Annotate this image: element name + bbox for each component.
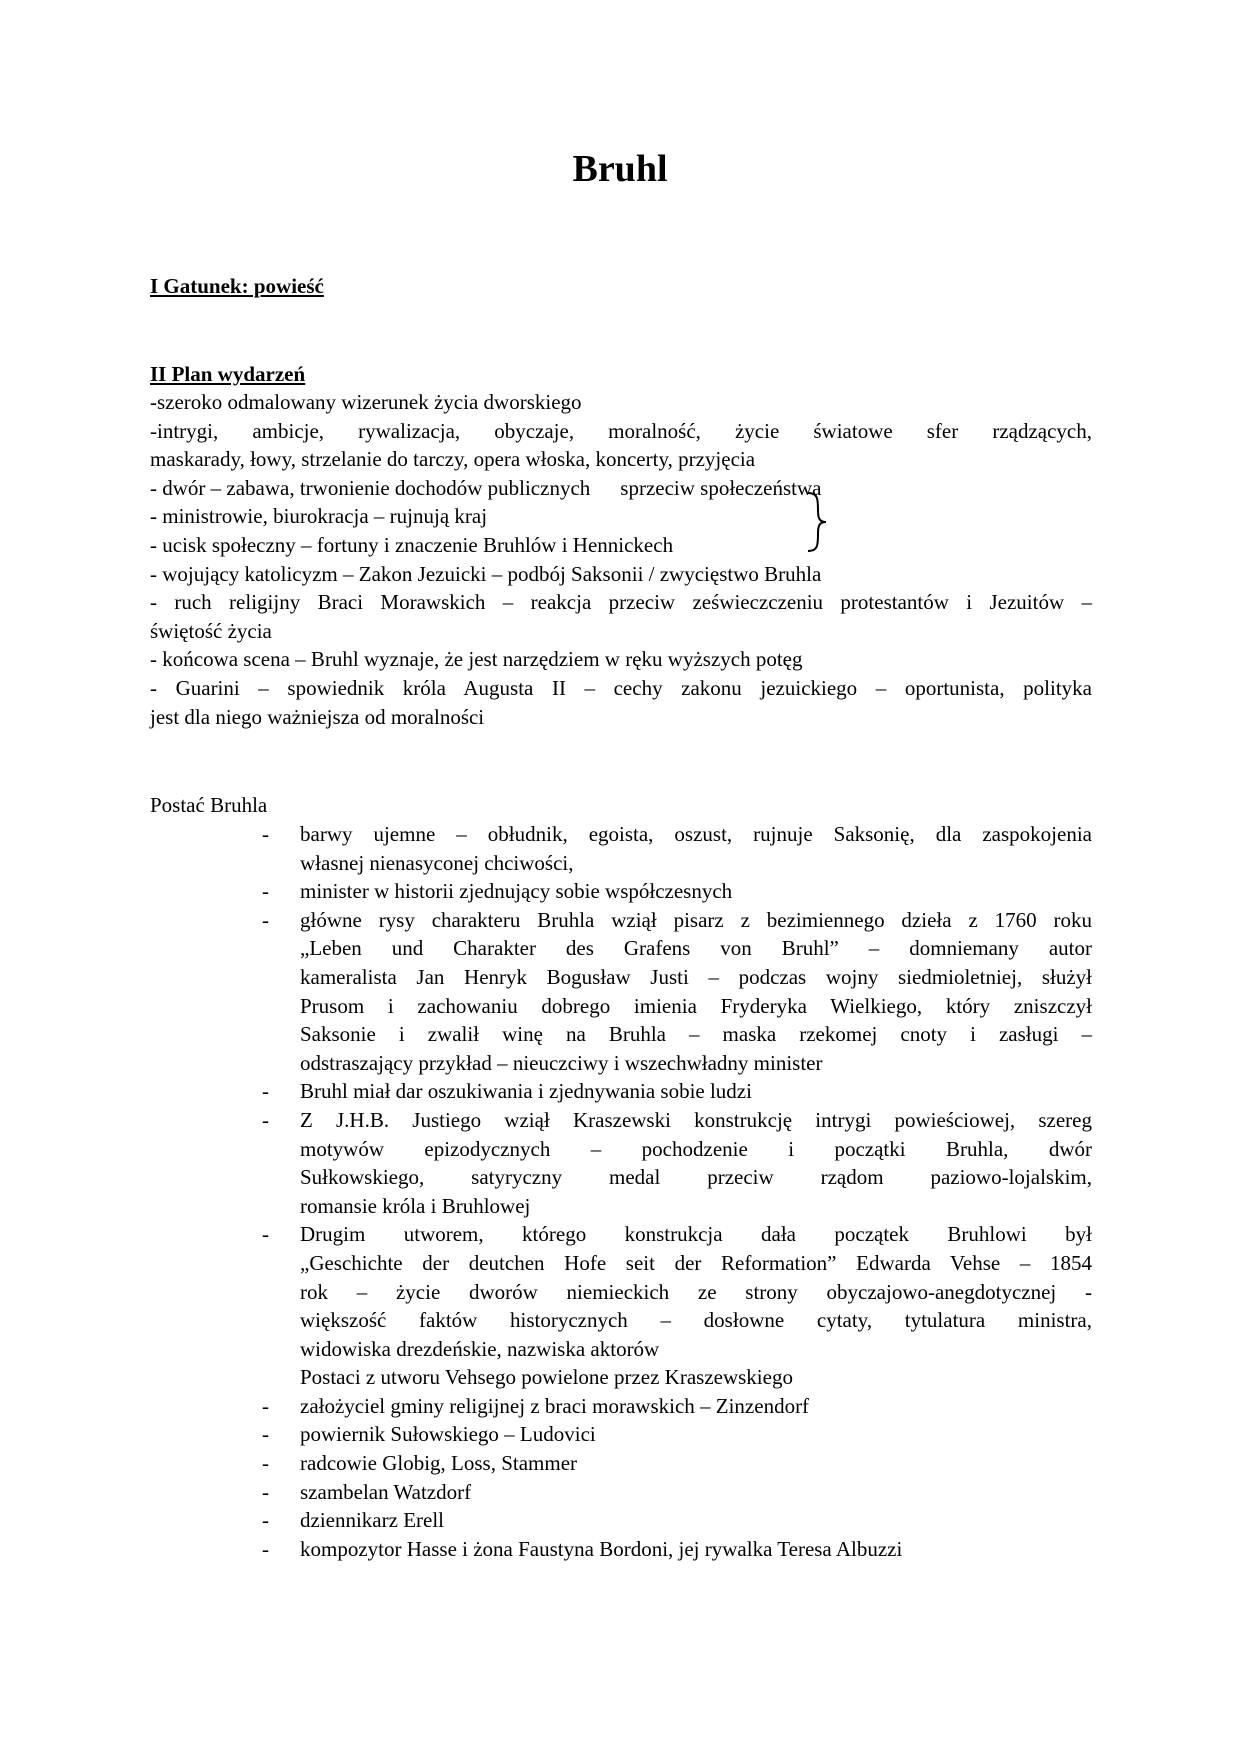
list-item	[150, 820, 1092, 877]
plan-line: maskarady, łowy, strzelanie do tarczy, opera włoska, koncerty, przyjęcia	[150, 447, 756, 472]
bullet-dash: -	[262, 1393, 269, 1418]
bullet-dash: -	[262, 1422, 269, 1447]
list-item-line: romansie króla i Bruhlowej	[300, 1193, 531, 1218]
character-item	[150, 1392, 1092, 1421]
list-item	[150, 877, 1092, 906]
plan-line: - Guarini – spowiednik króla Augusta II – cechy zakonu jezuickiego – oportunista, polityka	[150, 675, 1092, 700]
plan-line: - ucisk społeczny – fortuny i znaczenie Bruhlów i Hennickech	[150, 532, 674, 557]
bullet-dash: -	[262, 879, 269, 904]
plan-line-with-note	[150, 474, 1092, 503]
character-line: powiernik Sułowskiego – Ludovici	[300, 1422, 596, 1447]
character-line: kompozytor Hasse i żona Faustyna Bordoni, jej rywalka Teresa Albuzzi	[300, 1536, 903, 1561]
plan-line: - wojujący katolicyzm – Zakon Jezuicki – podbój Saksonii / zwycięstwo Bruhla	[150, 561, 822, 586]
plan-line: - ministrowie, biurokracja – rujnują kraj	[150, 504, 488, 529]
bullet-dash: -	[262, 1222, 269, 1247]
bullet-dash: -	[262, 1451, 269, 1476]
plan-wydarzen-text	[150, 388, 1092, 731]
list-item-line: barwy ujemne – obłudnik, egoista, oszust, rujnuje Saksonię, dla zaspokojenia	[300, 822, 1092, 846]
list-item-line: Sułkowskiego, satyryczny medal przeciw rządom paziowo-lojalskim,	[300, 1165, 1092, 1190]
heading-plan-wydarzen: II Plan wydarzeń	[150, 362, 306, 386]
character-item	[150, 1535, 1092, 1564]
heading-postac-bruhla: Postać Bruhla	[150, 793, 268, 817]
list-item-line: większość faktów historycznych – dosłowne cytaty, tytulatura ministra,	[300, 1308, 1092, 1333]
list-item-line: odstraszający przykład – nieuczciwy i wszechwładny minister	[300, 1050, 823, 1075]
character-line: założyciel gminy religijnej z braci morawskich – Zinzendorf	[300, 1393, 810, 1418]
character-item	[150, 1449, 1092, 1478]
character-line: dziennikarz Erell	[300, 1508, 445, 1533]
vehse-note: Postaci z utworu Vehsego powielone przez Kraszewskiego	[300, 1365, 793, 1390]
list-item-line: rok – życie dworów niemieckich ze strony obyczajowo-anegdotycznej -	[300, 1279, 1092, 1304]
postac-bruhla-list	[150, 820, 1092, 1563]
list-item-line: własnej nienasyconej chciwości,	[300, 850, 574, 875]
bullet-dash: -	[262, 1508, 269, 1533]
list-item-line: „Leben und Charakter des Grafens von Bruhl” – domniemany autor	[300, 936, 1092, 961]
list-item	[150, 1077, 1092, 1106]
bullet-dash: -	[262, 1107, 269, 1132]
plan-line: świętość życia	[150, 618, 272, 643]
bullet-dash: -	[262, 1536, 269, 1561]
list-item-line: Drugim utworem, którego konstrukcja dała początek Bruhlowi był	[300, 1222, 1092, 1247]
plan-line: -intrygi, ambicje, rywalizacja, obyczaje, moralność, życie światowe sfer rządzących,	[150, 418, 1092, 443]
list-item-line: minister w historii zjednujący sobie współczesnych	[300, 879, 733, 904]
list-item	[150, 1106, 1092, 1220]
bullet-dash: -	[262, 822, 269, 846]
side-note: sprzeciw społeczeństwa	[620, 475, 822, 500]
list-item-line: główne rysy charakteru Bruhla wziął pisarz z bezimiennego dzieła z 1760 roku	[300, 907, 1092, 932]
heading-gatunek: I Gatunek: powieść	[150, 274, 324, 298]
curly-brace-icon	[804, 491, 828, 553]
list-item-line: Bruhl miał dar oszukiwania i zjednywania sobie ludzi	[300, 1079, 752, 1104]
character-item	[150, 1420, 1092, 1449]
list-item	[150, 1220, 1092, 1363]
list-item	[150, 906, 1092, 1078]
plan-line: - końcowa scena – Bruhl wyznaje, że jest narzędziem w ręku wyższych potęg	[150, 647, 803, 672]
plan-line: -szeroko odmalowany wizerunek życia dworskiego	[150, 390, 582, 414]
list-item-line: motywów epizodycznych – pochodzenie i początki Bruhla, dwór	[300, 1136, 1092, 1161]
character-line: radcowie Globig, Loss, Stammer	[300, 1451, 578, 1476]
plan-line: jest dla niego ważniejsza od moralności	[150, 704, 485, 729]
character-item	[150, 1478, 1092, 1507]
list-item-line: „Geschichte der deutchen Hofe seit der Reformation” Edwarda Vehse – 1854	[300, 1250, 1092, 1275]
bullet-dash: -	[262, 1079, 269, 1104]
character-line: szambelan Watzdorf	[300, 1479, 472, 1504]
list-item-line: widowiska drezdeńskie, nazwiska aktorów	[300, 1336, 660, 1361]
bullet-dash: -	[262, 907, 269, 932]
bullet-dash: -	[262, 1479, 269, 1504]
plan-line: - dwór – zabawa, trwonienie dochodów publicznych	[150, 475, 591, 500]
character-item	[150, 1506, 1092, 1535]
list-item-line: Z J.H.B. Justiego wziął Kraszewski konstrukcję intrygi powieściowej, szereg	[300, 1107, 1092, 1132]
list-item-line: Saksonie i zwalił winę na Bruhla – maska rzekomej cnoty i zasługi –	[300, 1022, 1092, 1047]
list-item-line: kameralista Jan Henryk Bogusław Justi – podczas wojny siedmioletniej, służył	[300, 964, 1092, 989]
list-item-line: Prusom i zachowaniu dobrego imienia Fryderyka Wielkiego, który zniszczył	[300, 993, 1092, 1018]
plan-line: - ruch religijny Braci Morawskich – reakcja przeciw ześwieczczeniu protestantów i Jezuitów –	[150, 590, 1092, 615]
document-title: Bruhl	[572, 148, 668, 190]
